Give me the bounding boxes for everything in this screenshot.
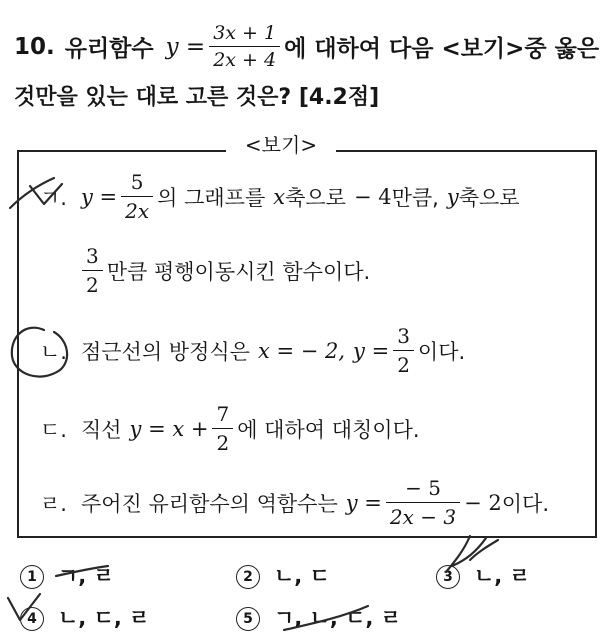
choice-3-text: ㄴ, ㄹ xyxy=(474,564,530,588)
view-item-2 xyxy=(40,324,465,377)
item-2-fraction-denominator: 2 xyxy=(393,350,414,377)
item-1-y-eq: y = xyxy=(80,184,118,209)
item-4-text-2: 이다. xyxy=(501,491,549,516)
question-tail: 에 대하여 다음 <보기>중 옳은 xyxy=(284,36,600,62)
choice-4-text: ㄴ, ㄷ, ㄹ xyxy=(58,606,150,630)
item-1-cont-fraction xyxy=(82,244,103,297)
choice-3-number: 3 xyxy=(436,565,460,589)
item-1-text-4: 축으로 xyxy=(458,185,520,210)
item-1-text-2: 축으로 xyxy=(285,185,346,210)
item-2-fraction-numerator: 3 xyxy=(397,324,410,348)
item-2-eq-1: x = − 2, xyxy=(257,338,346,363)
question-fraction xyxy=(209,22,280,71)
choice-2-number: 2 xyxy=(236,565,260,589)
item-2-text-1: 점근선의 방정식은 xyxy=(80,339,250,364)
item-3-fraction-denominator: 2 xyxy=(212,428,233,455)
view-title: <보기> xyxy=(226,127,336,160)
view-item-4 xyxy=(40,476,549,529)
choice-1-number: 1 xyxy=(20,565,44,589)
item-1-cont-text: 만큼 평행이동시킨 함수이다. xyxy=(106,259,371,284)
item-2-eq-2: y = xyxy=(353,338,390,363)
item-4-tail: − 2 xyxy=(464,490,502,515)
item-1-cont-denominator: 2 xyxy=(82,270,103,297)
item-1-fraction xyxy=(121,170,153,223)
choice-1-text: ㄱ, ㄹ xyxy=(58,564,114,588)
choice-5-number: 5 xyxy=(236,607,260,631)
choice-4-number: 4 xyxy=(20,607,44,631)
item-2-marker: ㄴ. xyxy=(40,339,67,364)
item-3-marker: ㄷ. xyxy=(40,417,67,442)
item-1-shift: − 4 xyxy=(353,184,392,209)
choice-5-text: ㄱ, ㄴ, ㄷ, ㄹ xyxy=(274,606,402,630)
question-lead: 유리함수 xyxy=(64,36,154,62)
choice-3[interactable] xyxy=(436,560,530,590)
item-1-cont-numerator: 3 xyxy=(86,244,99,268)
choice-2[interactable] xyxy=(236,560,330,590)
item-1-text-1: 의 그래프를 xyxy=(157,185,266,210)
item-4-marker: ㄹ. xyxy=(40,491,67,516)
item-4-text-1: 주어진 유리함수의 역함수는 xyxy=(80,491,338,516)
item-3-text-2: 에 대하여 대칭이다. xyxy=(237,417,420,442)
view-item-1 xyxy=(40,170,520,223)
item-3-eq: y = x + xyxy=(129,416,209,441)
item-3-fraction-numerator: 7 xyxy=(216,402,230,426)
item-1-text-3: 만큼, xyxy=(391,185,439,210)
item-4-fraction xyxy=(386,476,460,529)
choice-2-text: ㄴ, ㄷ xyxy=(274,564,330,588)
item-2-text-2: 이다. xyxy=(417,339,466,364)
question-number: 10. xyxy=(14,33,55,60)
choice-1[interactable] xyxy=(20,560,114,590)
choice-4[interactable] xyxy=(20,602,149,632)
item-4-fraction-numerator: − 5 xyxy=(405,476,441,500)
view-item-1-continued xyxy=(82,244,370,297)
question-fraction-numerator: 3x + 1 xyxy=(213,22,277,44)
item-3-fraction xyxy=(212,402,233,455)
item-1-fraction-denominator: 2x xyxy=(121,196,153,223)
item-1-x-var: x xyxy=(273,184,286,209)
item-1-fraction-numerator: 5 xyxy=(130,170,144,194)
item-1-marker: ㄱ. xyxy=(40,185,67,210)
item-3-text-1: 직선 xyxy=(80,417,122,442)
item-1-y-var: y xyxy=(446,184,459,209)
item-4-eq: y = xyxy=(345,490,382,515)
view-item-3 xyxy=(40,402,420,455)
item-4-fraction-denominator: 2x − 3 xyxy=(386,502,460,529)
choice-5[interactable] xyxy=(236,602,401,632)
question-header xyxy=(14,22,599,71)
question-fraction-denominator: 2x + 4 xyxy=(209,46,280,71)
item-2-fraction xyxy=(393,324,414,377)
question-line-2: 것만을 있는 대로 고른 것은? [4.2점] xyxy=(14,85,380,110)
question-y-eq: y = xyxy=(165,33,206,60)
